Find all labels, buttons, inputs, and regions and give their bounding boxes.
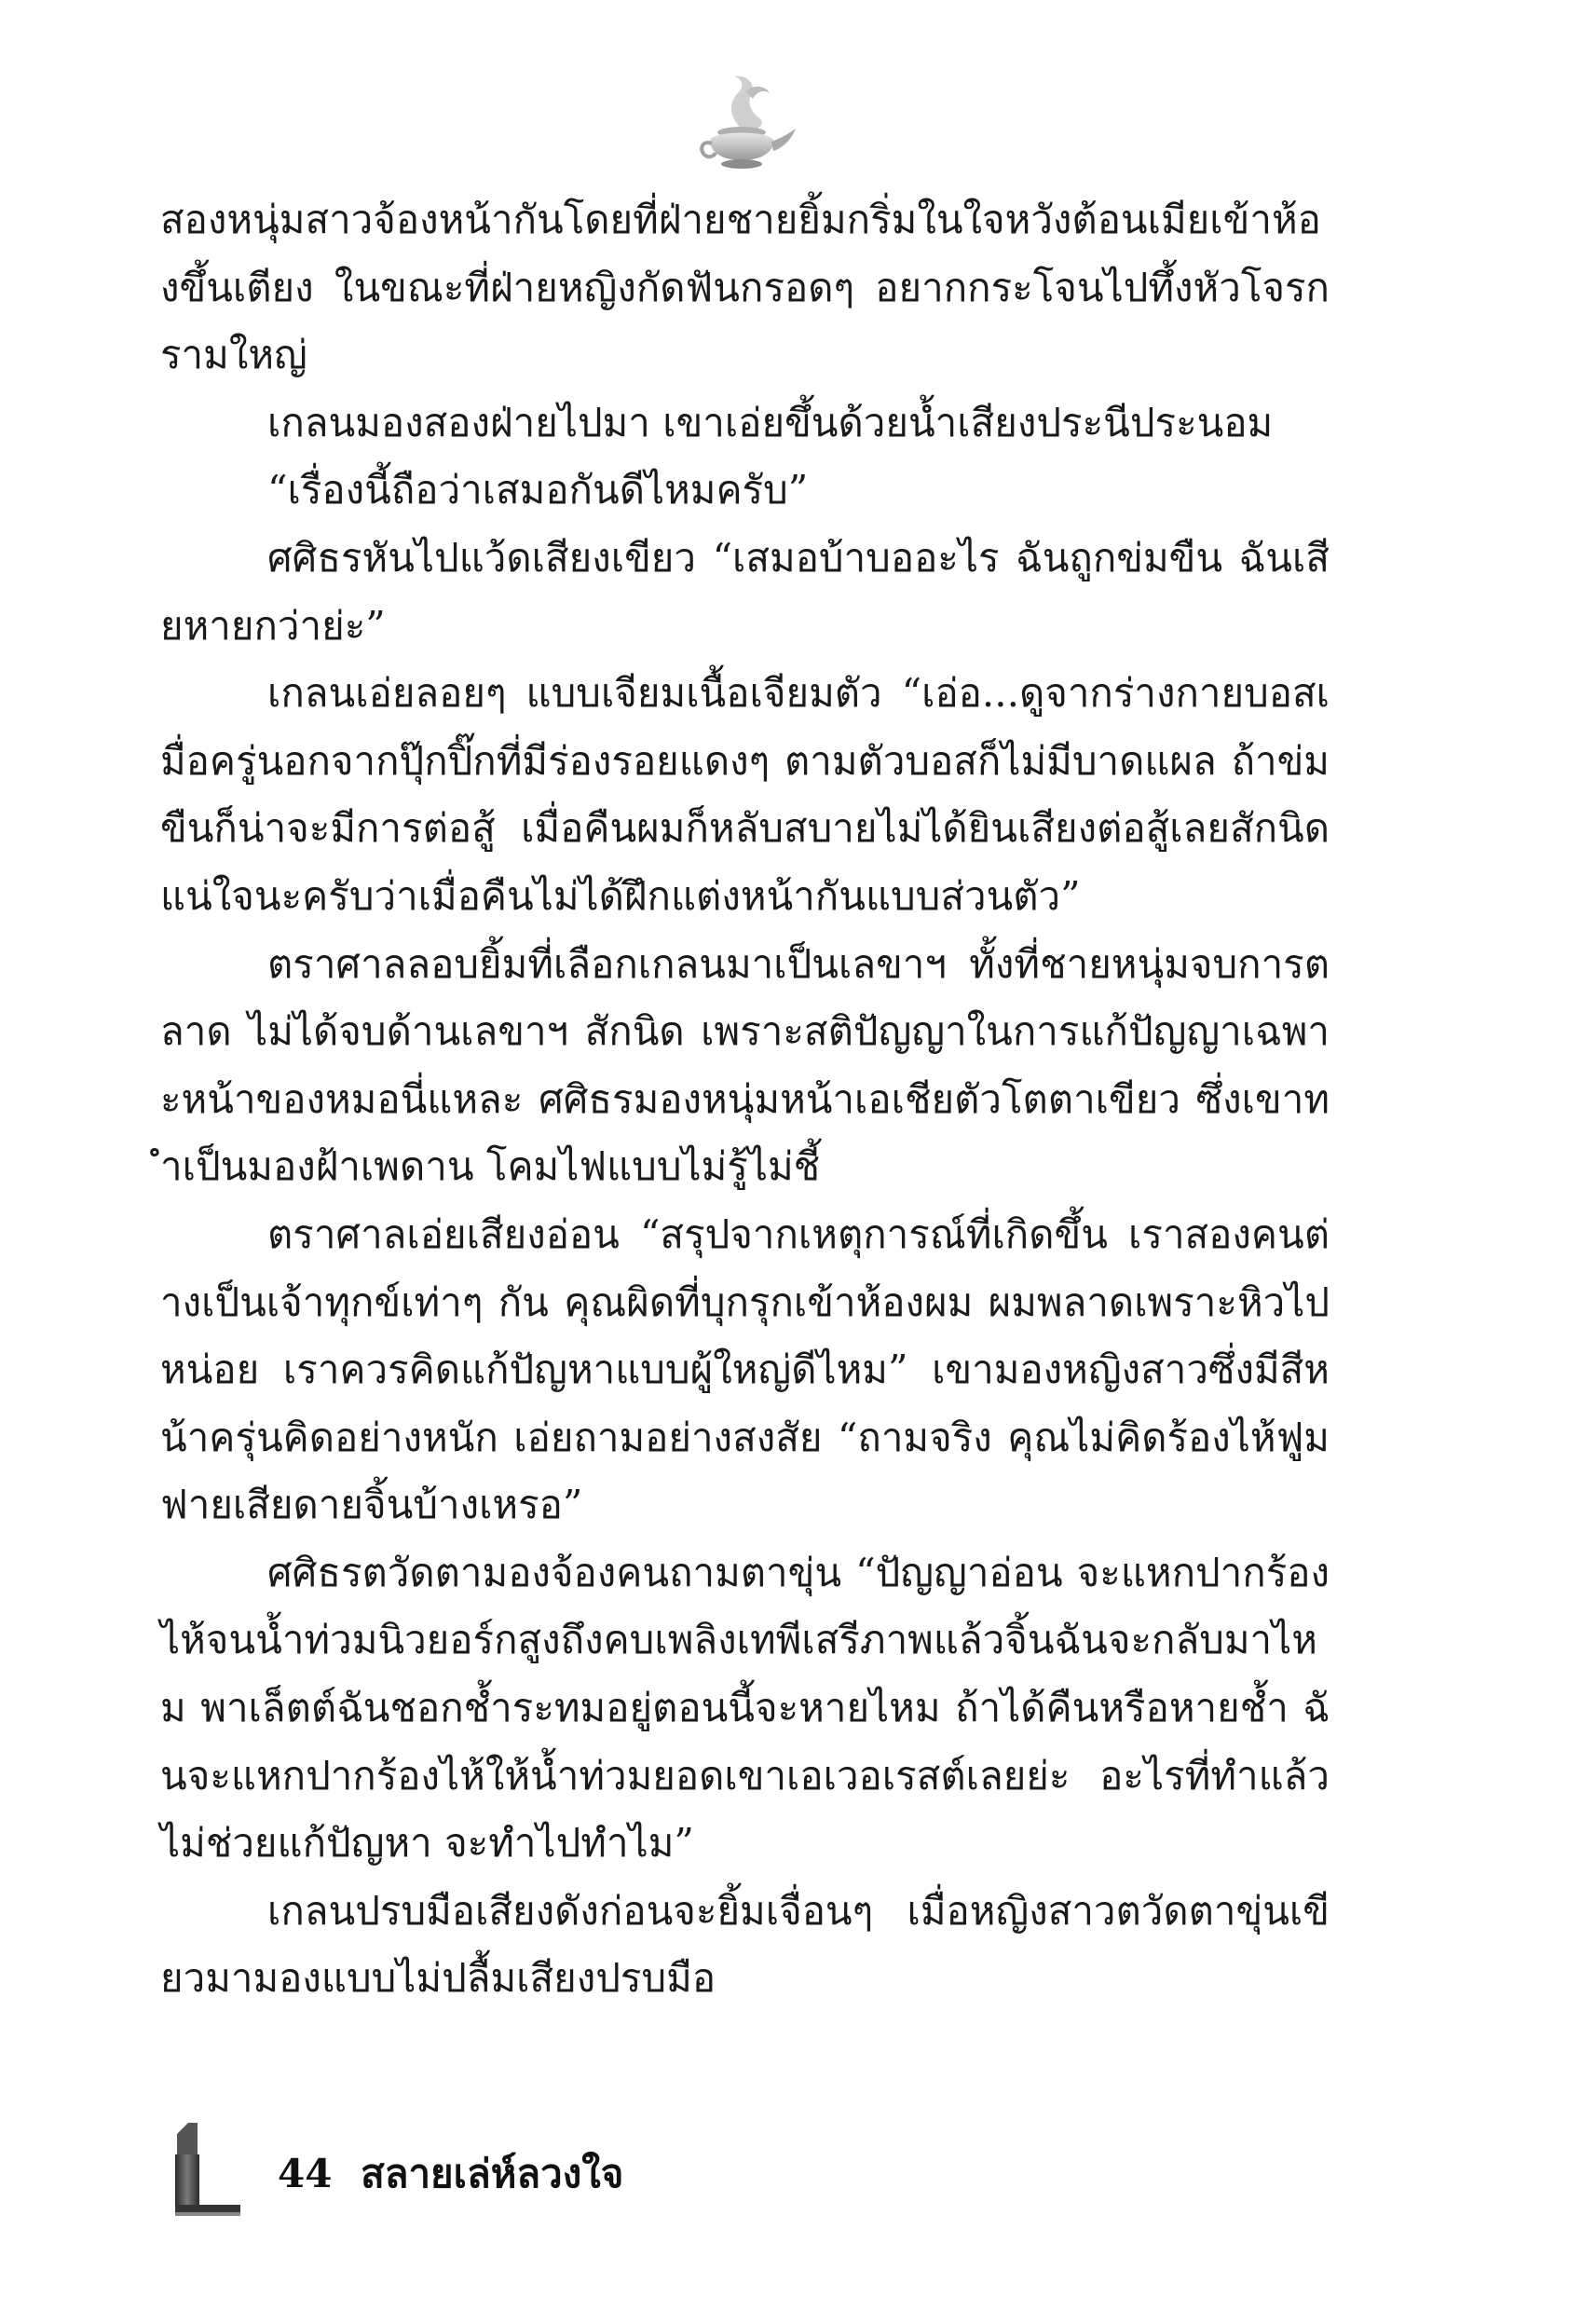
lipstick-icon (168, 2117, 242, 2220)
page-number: 44 (278, 2151, 333, 2196)
paragraph-8: ศศิธรตวัดตามองจ้องคนถามตาขุ่น “ปัญญาอ่อน จะแหกปากร้องไห้จนน้ำท่วมนิวยอร์กสูงถึงคบเพลิงเทพีเสรีภาพแล้วจิ้นฉันจะกลับมาไหม พาเล็ตต์ฉันชอกช้ำระทมอยู่ตอนนี้จะหายไหม ถ้าได้คืนหรือหายช้ำ ฉันจะแหกปากร้องไห้ให้น้ำท่วมยอดเขาเอเวอเรสต์เลยย่ะ อะไรที่ทำแล้วไม่ช่วยแก้ปัญหา จะทำไปทำไม” (160, 1549, 1330, 1867)
book-title: สลายเล่ห์ลวงใจ (361, 2151, 624, 2196)
paragraph-4: ศศิธรหันไปแว้ดเสียงเขียว “เสมอบ้าบออะไร ฉันถูกข่มขืน ฉันเสียหายกว่าย่ะ” (160, 534, 1330, 649)
paragraph-2: เกลนมองสองฝ่ายไปมา เขาเอ่ยขึ้นด้วยน้ำเสียงประนีประนอม (267, 399, 1274, 445)
paragraph-9: เกลนปรบมือเสียงดังก่อนจะยิ้มเจื่อนๆ เมื่อหญิงสาวตวัดตาขุ่นเขียวมามองแบบไม่ปลื้มเสียงปรบมือ (160, 1887, 1330, 2002)
genie-lamp-icon (689, 73, 801, 175)
paragraph-7: ตราศาลเอ่ยเสียงอ่อน “สรุปจากเหตุการณ์ที่เกิดขึ้น เราสองคนต่างเป็นเจ้าทุกข์เท่าๆ กัน คุณผิดที่บุกรุกเข้าห้องผม ผมพลาดเพราะหิวไปหน่อย เราควรคิดแก้ปัญหาแบบผู้ใหญ่ดีไหม” เขามองหญิงสาวซึ่งมีสีหน้าครุ่นคิดอย่างหนัก เอ่ยถามอย่างสงสัย “ถามจริง คุณไม่คิดร้องไห้ฟูมฟายเสียดายจิ้นบ้างเหรอ” (160, 1210, 1330, 1528)
paragraph-6: ตราศาลลอบยิ้มที่เลือกเกลนมาเป็นเลขาฯ ทั้งที่ชายหนุ่มจบการตลาด ไม่ได้จบด้านเลขาฯ สักนิด เพราะสติปัญญาในการแก้ปัญญาเฉพาะหน้าของหมอนี่แหละ ศศิธรมองหนุ่มหน้าเอเชียตัวโตตาเขียว ซึ่งเขาทำเป็นมองฝ้าเพดาน โคมไฟแบบไม่รู้ไม่ชี้ (160, 940, 1330, 1190)
page-footer (168, 2117, 913, 2220)
paragraph-1: สองหนุ่มสาวจ้องหน้ากันโดยที่ฝ่ายชายยิ้มกริ่มในใจหวังต้อนเมียเข้าห้องขึ้นเตียง ในขณะที่ฝ่ายหญิงกัดฟันกรอดๆ อยากกระโจนไปทึ้งหัวโจรกรามใหญ่ (160, 197, 1330, 378)
paragraph-3: “เรื่องนี้ถือว่าเสมอกันดีไหมครับ” (267, 467, 809, 513)
body-text (160, 186, 1330, 2013)
paragraph-5: เกลนเอ่ยลอยๆ แบบเจียมเนื้อเจียมตัว “เอ่อ...ดูจากร่างกายบอสเมื่อครู่นอกจากปุ๊กปิ๊กที่มีร่องรอยแดงๆ ตามตัวบอสก็ไม่มีบาดแผล ถ้าข่มขืนก็น่าจะมีการต่อสู้ เมื่อคืนผมก็หลับสบายไม่ได้ยินเสียงต่อสู้เลยสักนิด แน่ใจนะครับว่าเมื่อคืนไม่ได้ฝึกแต่งหน้ากันแบบส่วนตัว” (160, 670, 1330, 919)
footer-text (278, 2143, 623, 2205)
